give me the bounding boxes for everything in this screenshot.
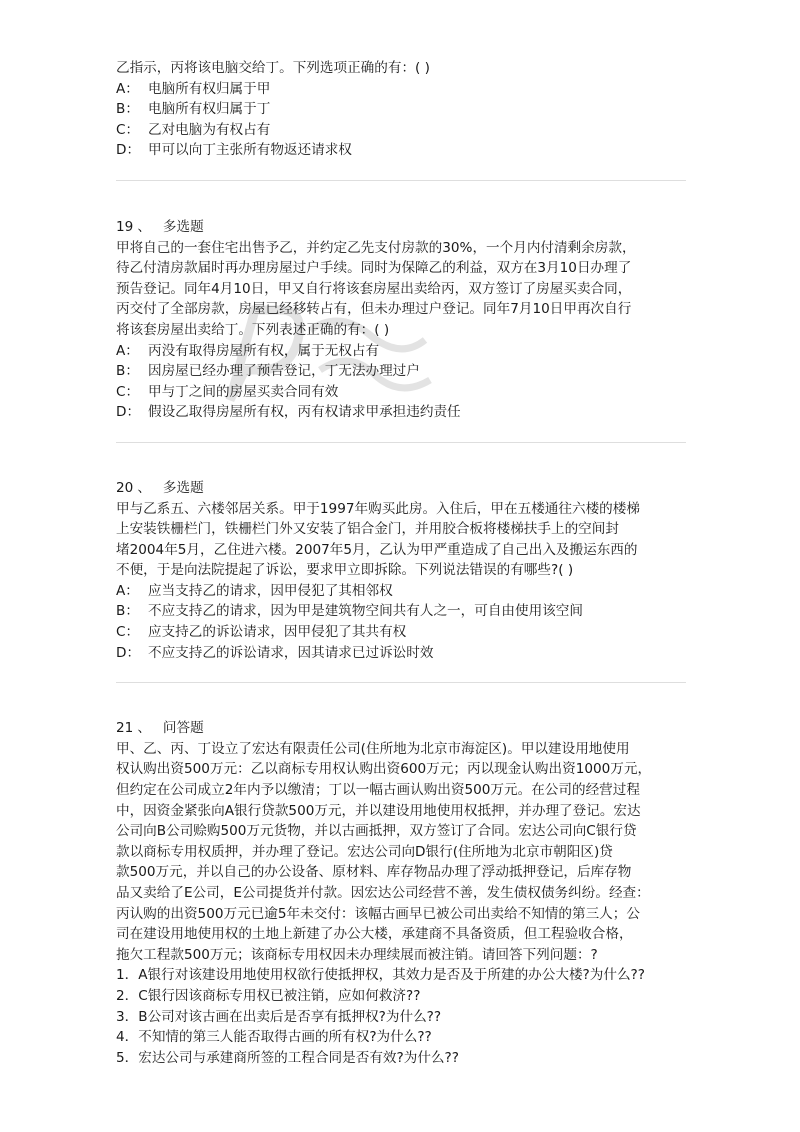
question-text-line: 公司向B公司赊购500万元货物，并以古画抵押，双方签订了合同。宏达公司向C银行贷 (116, 823, 637, 840)
question-number: 19 (116, 218, 134, 235)
question-type: 多选题 (162, 479, 204, 496)
question-header (116, 478, 688, 499)
intro-question (116, 58, 688, 161)
question-text-line: 预告登记。同年4月10日，甲又自行将该套房屋出卖给丙，双方签订了房屋买卖合同， (116, 280, 632, 297)
option-letter: B： (116, 603, 139, 620)
option-d (116, 643, 688, 664)
option-text: 甲与丁之间的房屋买卖合同有效 (148, 383, 339, 400)
option-b (116, 361, 688, 382)
sub-question-1: 1．A银行对该建设用地使用权欲行使抵押权，其效力是否及于所建的办公大楼?为什么?? (116, 967, 645, 984)
sub-question-4: 4．不知情的第三人能否取得古画的所有权?为什么?? (116, 1029, 432, 1046)
option-letter: A： (116, 342, 139, 359)
question-text-line: 司在建设用地使用权的土地上新建了办公大楼，承建商不具备资质，但工程验收合格， (116, 926, 633, 943)
question-text-line: 将该套房屋出卖给丁。下列表述正确的有：( ) (116, 321, 390, 338)
question-separator: 、 (137, 720, 151, 737)
question-header (116, 718, 688, 739)
option-letter: C： (116, 624, 140, 641)
question-type: 问答题 (162, 720, 204, 737)
question-text-line: 款500万元，并以自己的办公设备、原材料、库存物品办理了浮动抵押登记，后库存物 (116, 864, 632, 881)
question-text-line: 甲、乙、丙、丁设立了宏达有限责任公司(住所地为北京市海淀区)。甲以建设用地使用 (116, 740, 630, 757)
option-c (116, 382, 688, 403)
question-text-line: 不便，于是向法院提起了诉讼，要求甲立即拆除。下列说法错误的有哪些?( ) (116, 562, 574, 579)
sub-question-2: 2．C银行因该商标专用权已被注销，应如何救济?? (116, 987, 421, 1004)
question-text-line: 堵2004年5月，乙住进六楼。2007年5月，乙认为甲严重造成了自己出入及搬运东西的 (116, 541, 638, 558)
option-a (116, 581, 688, 602)
question-19 (116, 217, 688, 423)
question-text-line: 甲将自己的一套住宅出售予乙，并约定乙先支付房款的30%，一个月内付清剩余房款， (116, 239, 636, 256)
option-letter: C： (116, 383, 140, 400)
option-letter: D： (116, 644, 141, 661)
option-a (116, 79, 688, 100)
question-number: 21 (116, 720, 134, 737)
question-text-line: 待乙付清房款届时再办理房屋过户手续。同时为保障乙的利益，双方在3月10日办理了 (116, 260, 632, 277)
option-text: 甲可以向丁主张所有物返还请求权 (148, 142, 352, 159)
option-letter: A： (116, 80, 139, 97)
option-c (116, 622, 688, 643)
sub-question-5: 5．宏达公司与承建商所签的工程合同是否有效?为什么?? (116, 1049, 459, 1066)
question-text-line: 但约定在公司成立2年内予以缴清；丁以一幅古画认购出资500万元。在公司的经营过程 (116, 782, 640, 799)
question-type: 多选题 (162, 218, 204, 235)
option-a (116, 341, 688, 362)
question-text-line: 款以商标专用权质押，并办理了登记。宏达公司向D银行(住所地为北京市朝阳区)贷 (116, 843, 613, 860)
question-separator: 、 (137, 479, 151, 496)
option-text: 不应支持乙的诉讼请求，因其请求已过诉讼时效 (148, 644, 434, 661)
question-text-line: 乙指示，丙将该电脑交给丁。下列选项正确的有：( ) (116, 60, 430, 76)
question-20 (116, 478, 688, 663)
question-text-line: 品又卖给了E公司，E公司提货并付款。因宏达公司经营不善，发生债权债务纠纷。经查： (116, 885, 650, 901)
option-letter: D： (116, 142, 141, 159)
question-text-line: 丙交付了全部房款，房屋已经移转占有，但未办理过户登记。同年7月10日甲再次自行 (116, 301, 632, 318)
option-text: 电脑所有权归属于丁 (148, 101, 271, 118)
question-text-line: 权认购出资500万元：乙以商标专用权认购出资600万元；丙以现金认购出资1000万元， (116, 761, 652, 778)
option-text: 应支持乙的诉讼请求，因甲侵犯了其共有权 (148, 624, 407, 641)
question-separator: 、 (137, 218, 151, 235)
option-text: 电脑所有权归属于甲 (148, 80, 271, 97)
option-text: 因房屋已经办理了预告登记，丁无法办理过户 (148, 363, 420, 380)
option-b (116, 601, 688, 622)
question-text-line: 中，因资金紧张向A银行贷款500万元，并以建设用地使用权抵押，并办理了登记。宏达 (116, 802, 641, 819)
option-text: 不应支持乙的请求，因为甲是建筑物空间共有人之一，可自由使用该空间 (148, 603, 583, 620)
question-header (116, 217, 688, 238)
option-text: 假设乙取得房屋所有权，丙有权请求甲承担违约责任 (148, 404, 461, 421)
option-text: 乙对电脑为有权占有 (148, 121, 271, 138)
option-letter: C： (116, 121, 140, 138)
option-letter: A： (116, 582, 139, 599)
option-d (116, 140, 688, 161)
question-number: 20 (116, 479, 134, 496)
question-21 (116, 718, 688, 1068)
option-letter: D： (116, 404, 141, 421)
option-text: 丙没有取得房屋所有权，属于无权占有 (148, 342, 380, 359)
option-d (116, 402, 688, 423)
document-body (116, 58, 688, 1068)
option-c (116, 120, 688, 141)
option-b (116, 99, 688, 120)
sub-question-3: 3．B公司对该古画在出卖后是否享有抵押权?为什么?? (116, 1008, 442, 1025)
question-text-line: 上安装铁栅栏门，铁栅栏门外又安装了铝合金门，并用胶合板将楼梯扶手上的空间封 (116, 521, 619, 538)
option-text: 应当支持乙的请求，因甲侵犯了其相邻权 (148, 582, 393, 599)
option-letter: B： (116, 101, 139, 118)
question-text-line: 甲与乙系五、六楼邻居关系。甲于1997年购买此房。入住后，甲在五楼通往六楼的楼梯 (116, 500, 640, 517)
option-letter: B： (116, 363, 139, 380)
question-text-line: 拖欠工程款500万元；该商标专用权因未办理续展而被注销。请回答下列问题：? (116, 946, 598, 963)
question-text-line: 丙认购的出资500万元已逾5年未交付：该幅古画早已被公司出卖给不知情的第三人；公 (116, 905, 640, 922)
